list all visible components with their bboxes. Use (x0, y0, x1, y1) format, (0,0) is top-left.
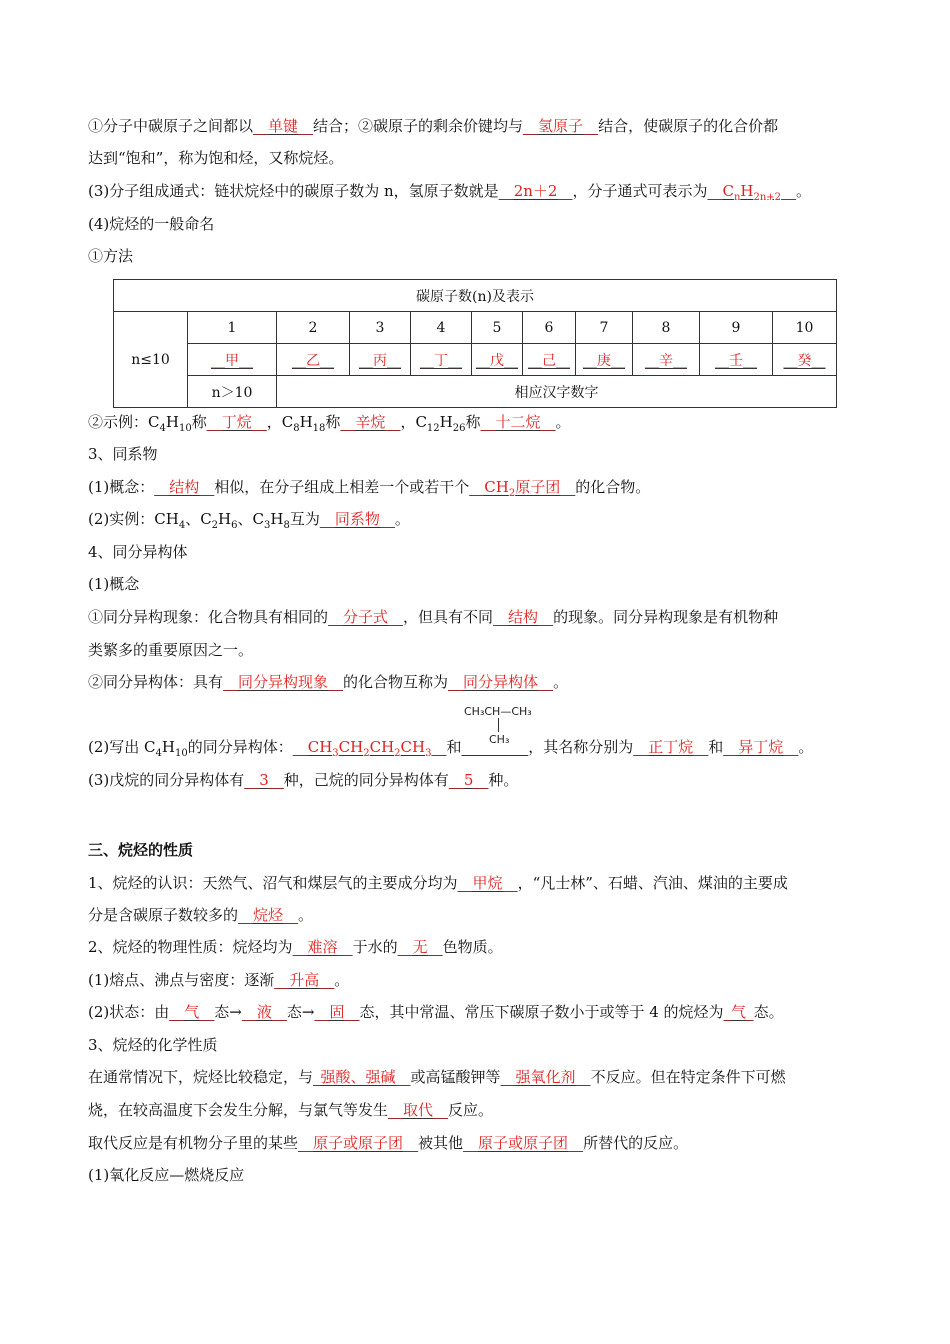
text: 。 (796, 182, 812, 200)
answer-blank: __分子式__ (328, 608, 404, 626)
answer-blank: __结构__ (493, 608, 554, 626)
number-cell: 5 (472, 312, 523, 344)
text: 结合；②碳原子的剩余价键均与 (313, 117, 524, 135)
answer-blank: __烷烃__ (238, 906, 299, 924)
structural-formula-top: CH₃CH—CH₃ (464, 705, 532, 718)
text-line (88, 116, 868, 136)
number-cell: 6 (523, 312, 576, 344)
number-cell: 3 (350, 312, 411, 344)
answer-blank: __强氧化剂__ (500, 1068, 591, 1086)
number-cell: 9 (700, 312, 773, 344)
answer-blank: __3__ (244, 771, 284, 789)
carbon-number-table (113, 279, 837, 408)
answer-blank: __2n＋2__ (498, 182, 573, 200)
answer-blank: __丁烷__ (206, 413, 267, 431)
answer-blank: __原子或原子团__ (463, 1134, 584, 1152)
text: 结合，使碳原子的化合价都 (598, 117, 779, 135)
number-cell: 7 (576, 312, 633, 344)
name-cell: __甲__ (188, 344, 277, 376)
name-cell: __壬__ (700, 344, 773, 376)
answer-blank: __十二烷__ (480, 413, 556, 431)
answer-blank: _气_ (723, 1003, 754, 1021)
table-header: 碳原子数(n)及表示 (114, 280, 837, 312)
answer-blank: $\_\_C_nH_{2n+2}\_\_$ (707, 182, 797, 203)
text: (3)分子组成通式：链状烷烃中的碳原子数为 n，氢原子数就是 (88, 182, 499, 200)
name-cell: __辛__ (633, 344, 700, 376)
name-cell: __丙__ (350, 344, 411, 376)
text-line: 取代反应是有机物分子里的某些__原子或原子团__被其他__原子或原子团__所替代的反应。 (88, 1134, 689, 1152)
gt-text: 相应汉字数字 (277, 376, 837, 408)
answer-blank: __正丁烷__ (633, 738, 709, 756)
text-line: 3、烷烃的化学性质 (88, 1036, 218, 1054)
text-line: (1)氧化反应—燃烧反应 (88, 1166, 245, 1184)
answer-blank: __氢原子__ (523, 117, 599, 135)
text-line: 分是含碳原子数较多的__烷烃__。 (88, 906, 314, 924)
name-cell: __庚__ (576, 344, 633, 376)
text-line: 在通常情况下，烷烃比较稳定，与_强酸、强碱__或高锰酸钾等__强氧化剂__不反应。但在特定条件下可燃 (88, 1068, 786, 1086)
text-line: 3、同系物 (88, 445, 158, 463)
answer-blank: __升高__ (274, 971, 335, 989)
text-line: ②同分异构体：具有__同分异构现象__的化合物互称为__同分异构体__。 (88, 673, 569, 691)
name-cell: __丁__ (411, 344, 472, 376)
name-cell: __戊__ (472, 344, 523, 376)
answer-blank: __结构__ (154, 478, 215, 496)
answer-blank: __辛烷__ (340, 413, 401, 431)
text-line: (1)熔点、沸点与密度：逐渐__升高__。 (88, 971, 350, 989)
text-line: 达到“饱和”，称为饱和烃，又称烷烃。 (88, 149, 344, 167)
answer-blank: __同分异构体__ (448, 673, 554, 691)
answer-blank (461, 738, 528, 756)
text-line: 类繁多的重要原因之一。 (88, 641, 254, 659)
text-line: (2)实例：$CH_4$、$C_2H_6$、$C_3H_8$互为__同系物__。 (88, 510, 410, 531)
text-line: (2)状态：由__气__态→__液__态→__固__态，其中常温、常压下碳原子数小于或等于 4 的烷烃为_气_态。 (88, 1003, 784, 1021)
text-line (88, 181, 868, 208)
text-line: (3)戊烷的同分异构体有__3__种，己烷的同分异构体有__5__种。 (88, 771, 519, 789)
answer-blank: __液__ (241, 1003, 287, 1021)
number-cell: 1 (188, 312, 277, 344)
text-line: (1)概念：__结构__相似，在分子组成上相差一个或若干个$\_\_CH_2$原子团__的化合物。 (88, 478, 651, 499)
text-line: ①同分异构现象：化合物具有相同的__分子式__，但具有不同__结构__的现象。同分异构现象是有机物种 (88, 608, 779, 626)
number-cell: 10 (773, 312, 837, 344)
answer-blank: $\_\_CH_2$原子团__ (469, 478, 576, 499)
text-line: (1)概念 (88, 575, 140, 593)
answer-blank: $\_\_CH_3CH_2CH_2CH_3\_\_$ (292, 738, 447, 759)
answer-blank: __单键__ (253, 117, 314, 135)
name-cell: __癸__ (773, 344, 837, 376)
text-line: ②示例：$C_4H_{10}$称__丁烷__，$C_8H_{18}$称__辛烷__，$C_{12}H_{26}$称__十二烷__。 (88, 413, 571, 434)
structural-formula-branch: CH₃ (489, 733, 510, 746)
text-line: (4)烷烃的一般命名 (88, 215, 215, 233)
answer-blank: __气__ (169, 1003, 215, 1021)
number-cell: 8 (633, 312, 700, 344)
bond-line (498, 718, 499, 732)
text-line: (2)写出 $C_4H_{10}$的同分异构体：$\_\_CH_3CH_2CH_2CH_3\_\_$和 ，其名称分别为__正丁烷__和__异丁烷__。 (88, 738, 814, 759)
answer-blank: __原子或原子团__ (298, 1134, 419, 1152)
number-cell: 4 (411, 312, 472, 344)
answer-blank: _强酸、强碱__ (313, 1068, 411, 1086)
gt-label: n＞10 (188, 376, 277, 408)
section-heading: 三、烷烃的性质 (88, 841, 194, 859)
name-cell: __乙__ (277, 344, 350, 376)
answer-blank: __同系物__ (319, 510, 395, 528)
answer-blank: __5__ (448, 771, 489, 789)
text-line: ①方法 (88, 247, 134, 265)
name-cell: __己__ (523, 344, 576, 376)
answer-blank: __同分异构现象__ (223, 673, 344, 691)
text: ，分子通式可表示为 (572, 182, 708, 200)
answer-blank: __无__ (397, 938, 443, 956)
text-line: 烧，在较高温度下会发生分解，与氯气等发生__取代__反应。 (88, 1101, 494, 1119)
text-line: 4、同分异构体 (88, 543, 188, 561)
row-label: n≤10 (114, 312, 188, 408)
answer-blank: __甲烷__ (457, 874, 518, 892)
answer-blank: __难溶__ (292, 938, 353, 956)
text-line: 2、烷烃的物理性质：烷烃均为__难溶__于水的__无__色物质。 (88, 938, 503, 956)
text: ①分子中碳原子之间都以 (88, 117, 254, 135)
answer-blank: __异丁烷__ (723, 738, 799, 756)
text-line: 1、烷烃的认识：天然气、沼气和煤层气的主要成分均为__甲烷__，“凡士林”、石蜡、汽油、煤油的主要成 (88, 874, 788, 892)
number-cell: 2 (277, 312, 350, 344)
answer-blank: __取代__ (388, 1101, 449, 1119)
answer-blank: __固__ (314, 1003, 360, 1021)
